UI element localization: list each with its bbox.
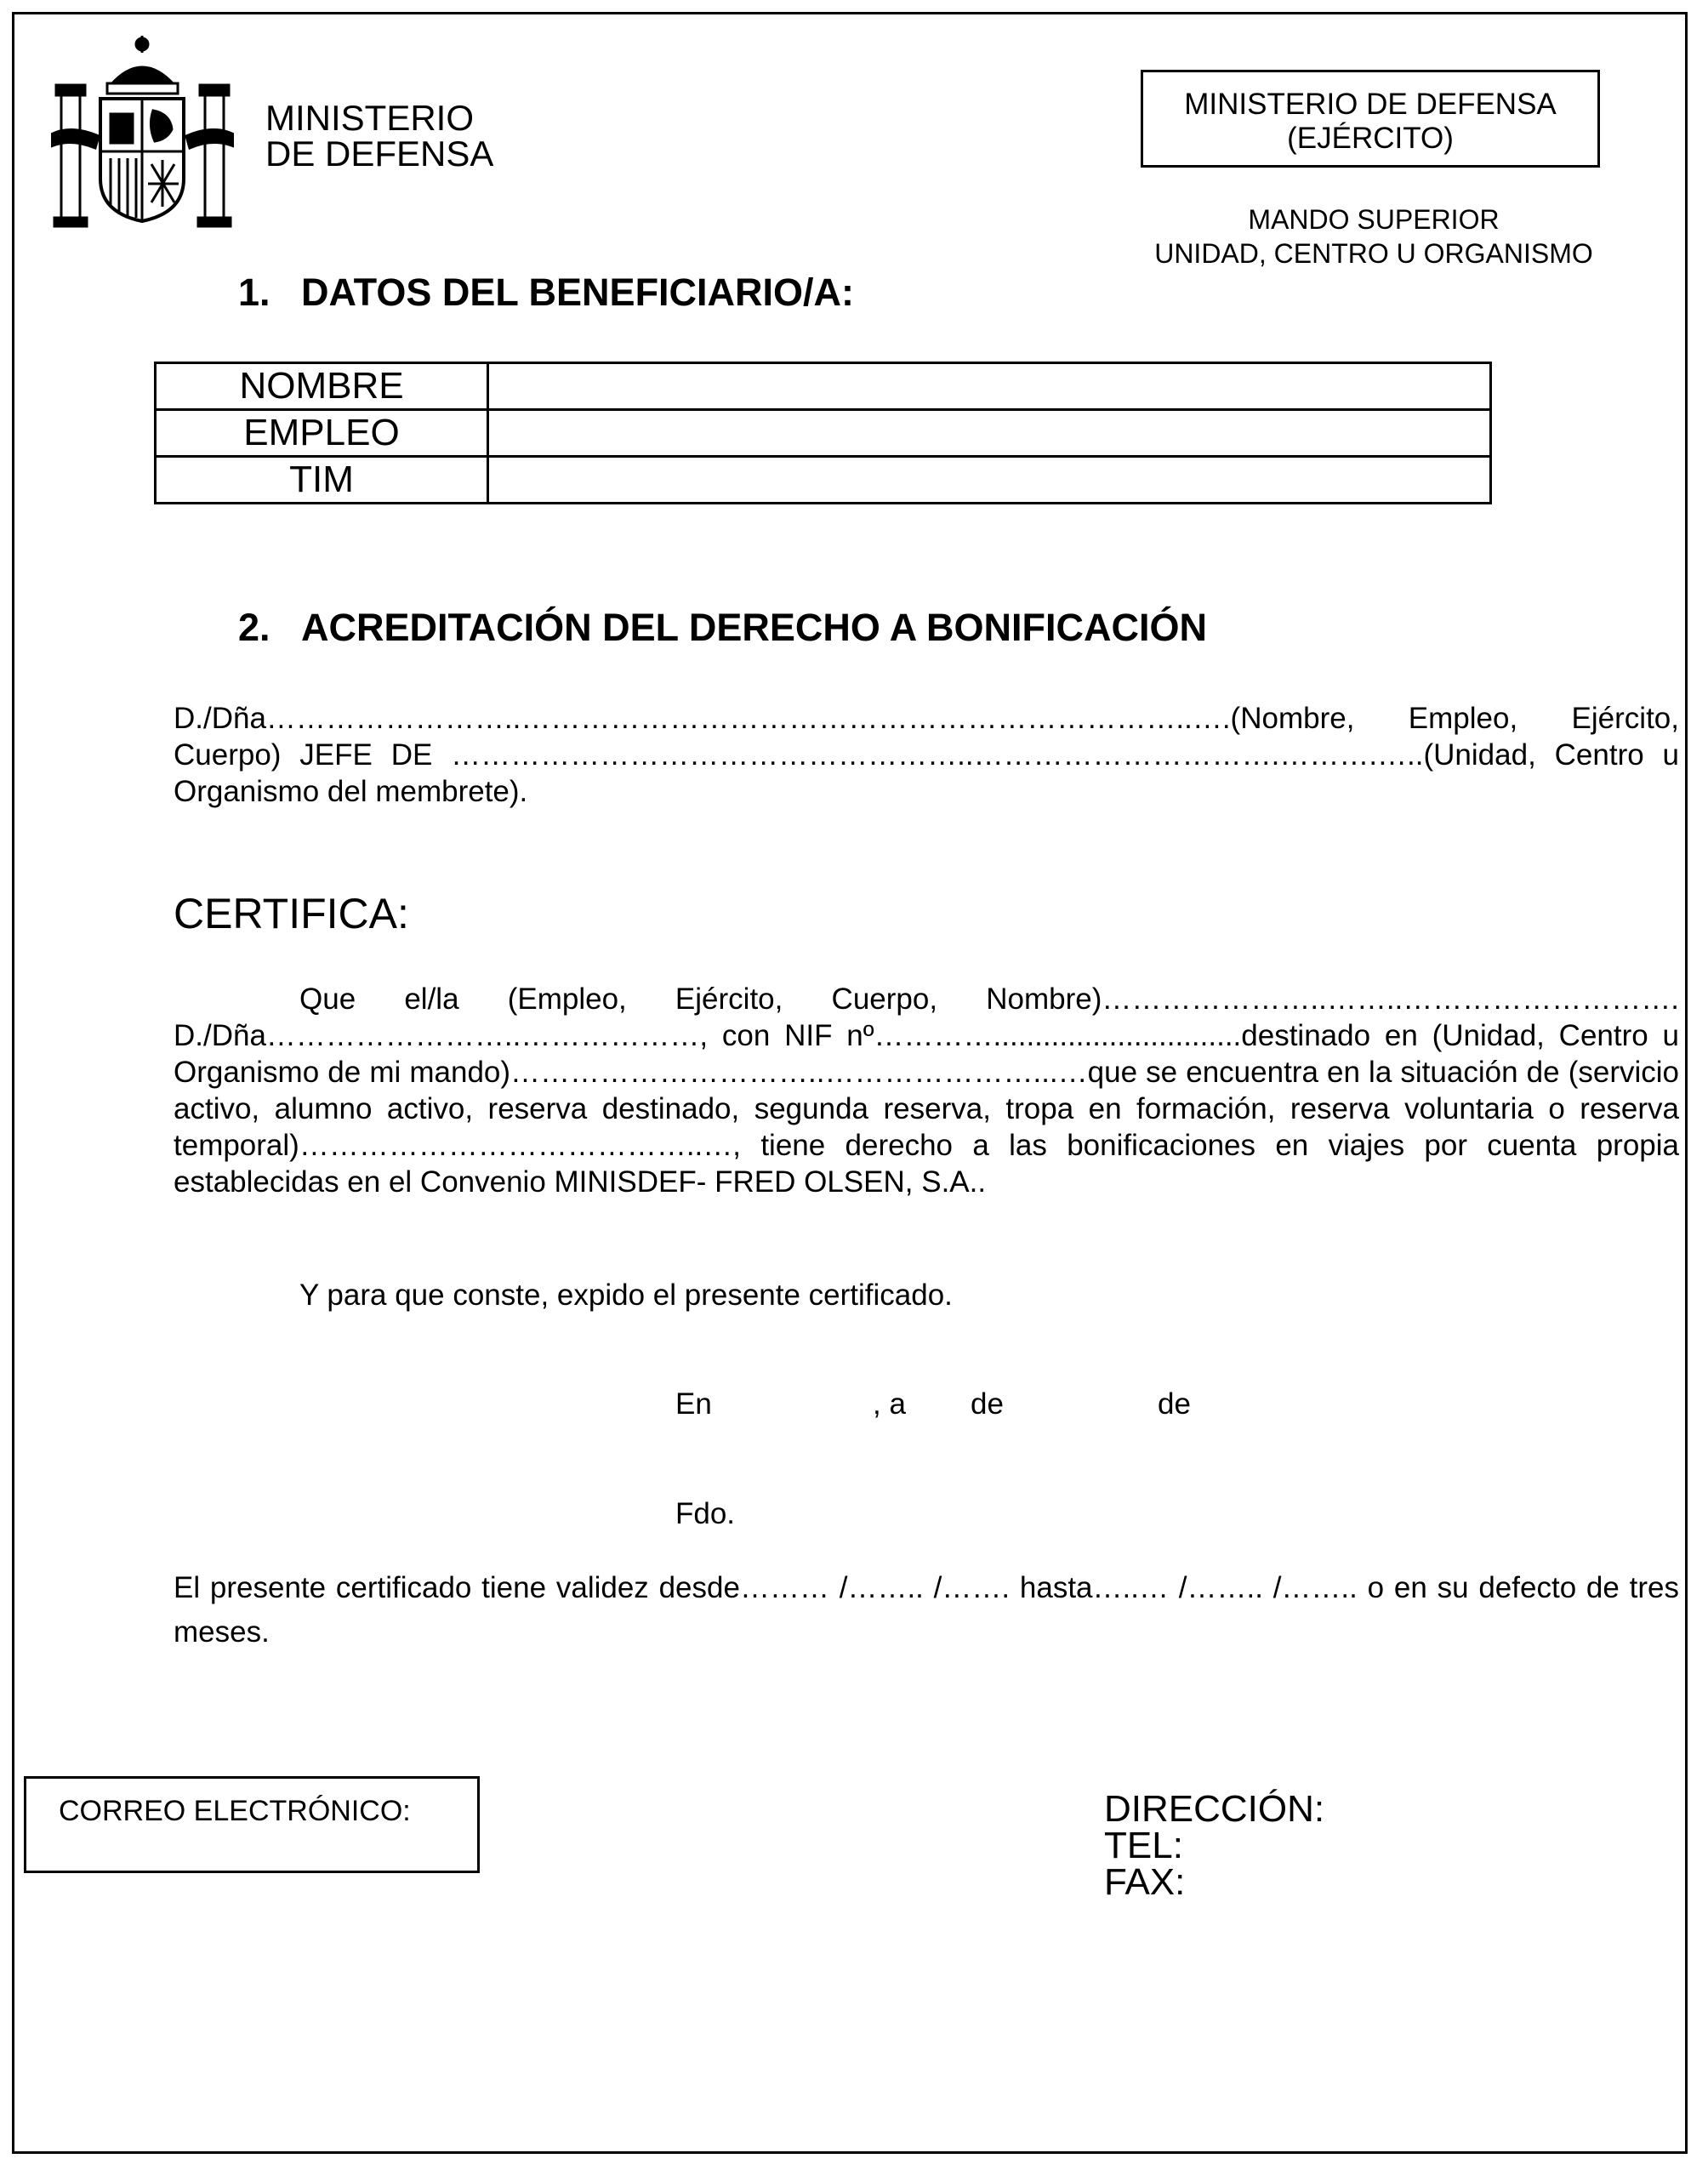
section1-title-text: DATOS DEL BENEFICIARIO/A: xyxy=(301,271,855,314)
section2-title xyxy=(238,606,1207,650)
email-label: CORREO ELECTRÓNICO: xyxy=(59,1795,411,1827)
tel-label: TEL: xyxy=(1104,1825,1183,1866)
beneficiary-table xyxy=(154,362,1492,504)
ministry-name xyxy=(265,100,493,172)
empleo-label: EMPLEO xyxy=(156,410,488,457)
ministry-name-line2: DE DEFENSA xyxy=(265,134,494,174)
conste-paragraph: Y para que conste, expido el presente certificado. xyxy=(299,1279,953,1312)
nombre-label: NOMBRE xyxy=(156,363,488,410)
validity-paragraph: El presente certificado tiene validez desde……… /…….. /……. hasta…..… /…….. /…….. o en su defecto de tres meses. xyxy=(174,1571,1679,1649)
tim-label: TIM xyxy=(156,457,488,504)
table-row xyxy=(156,363,1491,410)
signature-label: Fdo. xyxy=(675,1497,736,1530)
mando-line2: UNIDAD, CENTRO U ORGANISMO xyxy=(1154,238,1593,269)
ministry-name-line1: MINISTERIO xyxy=(265,98,475,138)
ministry-box xyxy=(1141,70,1600,168)
tim-field[interactable] xyxy=(488,457,1491,504)
certification-text: Que el/la (Empleo, Ejército, Cuerpo, Nombre)…………………..……..………………………. D./Dña……………………..………………, con NIF nº…………..............................destinado en (Unidad, Centro u Organismo de mi mando)…………………………..…………………...…que se encuentra en la situación de (servicio activo, alumno activo, reserva destinado, segunda reserva, tropa en formación, reserva voluntaria o reserva temporal)…………………………………..…, tiene derecho a las bonificaciones en viajes por cuenta propia establecidas en el Convenio MINISDEF- FRED OLSEN, S.A.. xyxy=(174,982,1679,1199)
section2-number: 2. xyxy=(238,606,270,649)
email-box xyxy=(24,1776,480,1873)
table-row xyxy=(156,457,1491,504)
contact-block xyxy=(1104,1788,1325,1903)
certification-paragraph xyxy=(174,981,1679,1200)
empleo-field[interactable] xyxy=(488,410,1491,457)
section2-title-text: ACREDITACIÓN DEL DERECHO A BONIFICACIÓN xyxy=(301,606,1208,649)
mando-line1: MANDO SUPERIOR xyxy=(1248,204,1500,235)
nombre-field[interactable] xyxy=(488,363,1491,410)
table-row xyxy=(156,410,1491,457)
fax-label: FAX: xyxy=(1104,1861,1186,1903)
coat-of-arms-icon xyxy=(51,32,234,230)
date-a: , a xyxy=(873,1387,906,1421)
date-de-2: de xyxy=(1158,1387,1191,1421)
section1-number: 1. xyxy=(238,271,270,314)
date-en: En xyxy=(675,1387,712,1421)
ministry-box-line1: MINISTERIO DE DEFENSA xyxy=(1184,88,1557,121)
section1-title xyxy=(238,271,854,315)
certifica-heading: CERTIFICA: xyxy=(174,890,409,937)
jefe-paragraph: D./Dña……………………..…………………………………………………………..….(Nombre, Empleo, Ejército, Cuerpo) JEFE DE ……………………………………………..………………………….……….…..(Unidad, Centro u Organismo del membrete). xyxy=(174,702,1679,808)
ministry-box-line2: (EJÉRCITO) xyxy=(1287,122,1454,155)
date-de-1: de xyxy=(971,1387,1004,1421)
mando-block xyxy=(1106,202,1642,271)
direccion-label: DIRECCIÓN: xyxy=(1104,1788,1325,1830)
